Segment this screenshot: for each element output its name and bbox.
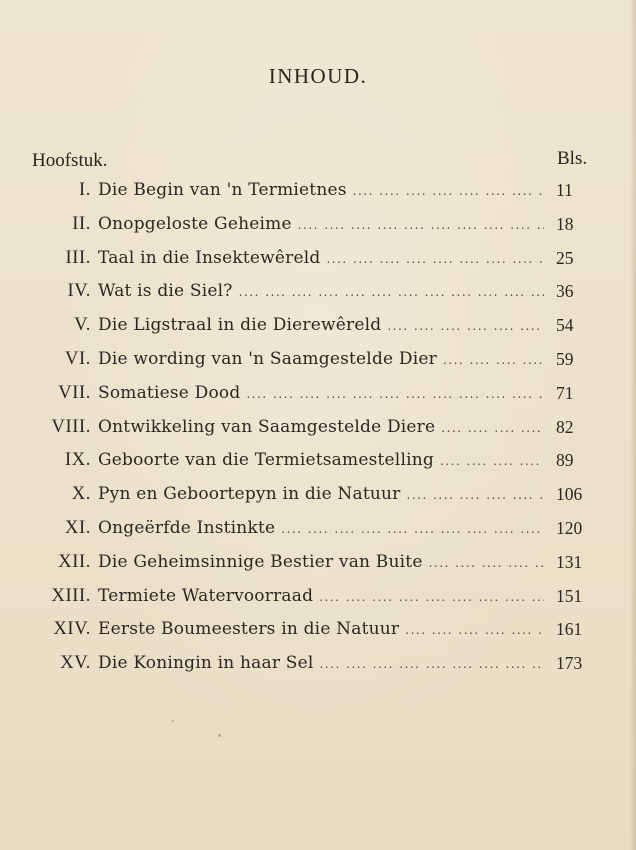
toc-entry bbox=[0, 518, 636, 552]
page-number: 18 bbox=[556, 213, 574, 234]
page-number: 151 bbox=[556, 585, 583, 606]
dot-leader bbox=[405, 623, 544, 637]
dot-leader bbox=[281, 522, 544, 536]
chapter-title-line bbox=[98, 619, 548, 639]
page-column-header: Bls. bbox=[557, 148, 588, 169]
page-title: INHOUD. bbox=[268, 64, 368, 88]
chapter-title: Eerste Boumeesters in die Natuur bbox=[98, 619, 400, 640]
toc-entry bbox=[0, 619, 636, 653]
toc-entry bbox=[0, 484, 636, 518]
chapter-title-line bbox=[98, 383, 548, 403]
chapter-title: Termiete Watervoorraad bbox=[98, 585, 314, 606]
toc-entry bbox=[0, 248, 636, 282]
chapter-numeral: X. bbox=[71, 484, 91, 505]
dot-leader bbox=[326, 252, 544, 266]
dot-leader bbox=[319, 590, 544, 604]
chapter-title: Geboorte van die Termietsamestelling bbox=[98, 450, 434, 471]
page-number: 173 bbox=[556, 653, 583, 674]
page-number: 131 bbox=[556, 551, 583, 572]
chapter-column-header: Hoofstuk. bbox=[32, 150, 108, 171]
chapter-title: Die Geheimsinnige Bestier van Buite bbox=[98, 551, 423, 572]
chapter-numeral: XV. bbox=[60, 653, 91, 674]
chapter-numeral: XII. bbox=[58, 551, 91, 572]
toc-entry bbox=[0, 180, 636, 214]
dot-leader bbox=[443, 353, 544, 367]
chapter-title-line bbox=[98, 248, 548, 268]
page-number: 54 bbox=[556, 315, 574, 336]
chapter-title-line bbox=[98, 214, 548, 234]
chapter-numeral: IV. bbox=[67, 281, 91, 302]
chapter-numeral: XIII. bbox=[51, 585, 91, 606]
chapter-title: Ongeërfde Instinkte bbox=[98, 517, 276, 538]
chapter-numeral: III. bbox=[65, 247, 91, 268]
toc-entry bbox=[0, 417, 636, 451]
chapter-title: Onopgeloste Geheime bbox=[98, 213, 292, 234]
table-of-contents bbox=[0, 180, 636, 687]
dot-leader bbox=[387, 319, 544, 333]
dot-leader bbox=[239, 285, 544, 299]
chapter-title-line bbox=[98, 484, 548, 504]
chapter-title: Die Koningin in haar Sel bbox=[98, 653, 314, 674]
dot-leader bbox=[429, 556, 544, 570]
chapter-numeral: V. bbox=[74, 315, 91, 336]
chapter-title: Somatiese Dood bbox=[98, 382, 241, 403]
chapter-title-line bbox=[98, 315, 548, 335]
chapter-title: Die Ligstraal in die Dierewêreld bbox=[98, 315, 382, 336]
chapter-numeral: II. bbox=[72, 213, 91, 234]
chapter-numeral: IX. bbox=[65, 450, 91, 471]
chapter-title: Die Begin van 'n Termietnes bbox=[98, 180, 347, 200]
dot-leader bbox=[298, 218, 544, 232]
chapter-numeral: XIV. bbox=[53, 619, 91, 640]
chapter-title-line bbox=[98, 450, 548, 470]
chapter-title-line bbox=[98, 552, 548, 572]
toc-entry bbox=[0, 349, 636, 383]
chapter-numeral: XI. bbox=[65, 517, 91, 538]
dot-leader bbox=[407, 488, 545, 502]
page-number: 82 bbox=[556, 416, 574, 437]
toc-entry bbox=[0, 315, 636, 349]
chapter-title-line bbox=[98, 349, 548, 369]
toc-entry bbox=[0, 383, 636, 417]
toc-entry bbox=[0, 450, 636, 484]
toc-entry bbox=[0, 214, 636, 248]
chapter-title-line bbox=[98, 586, 548, 606]
paper-speck bbox=[218, 734, 221, 737]
page-number: 89 bbox=[556, 450, 574, 471]
chapter-title: Taal in die Insektewêreld bbox=[98, 247, 321, 268]
dot-leader bbox=[441, 421, 544, 435]
dot-leader bbox=[440, 454, 544, 468]
page-number: 25 bbox=[556, 247, 574, 268]
dot-leader bbox=[320, 657, 545, 671]
toc-entry bbox=[0, 586, 636, 620]
chapter-numeral: VII. bbox=[58, 382, 91, 403]
page-number: 120 bbox=[556, 517, 583, 538]
page-number: 59 bbox=[556, 348, 574, 369]
toc-entry bbox=[0, 552, 636, 586]
chapter-title: Ontwikkeling van Saamgestelde Diere bbox=[98, 416, 436, 437]
chapter-title: Die wording van 'n Saamgestelde Dier bbox=[98, 348, 437, 369]
chapter-numeral: I. bbox=[79, 180, 91, 200]
chapter-title-line bbox=[98, 417, 548, 437]
chapter-title: Pyn en Geboortepyn in die Natuur bbox=[98, 484, 401, 505]
paper-speck bbox=[172, 720, 174, 722]
dot-leader bbox=[353, 184, 544, 198]
page-number: 106 bbox=[556, 484, 583, 505]
dot-leader bbox=[246, 387, 544, 401]
page-number: 71 bbox=[556, 382, 574, 403]
chapter-title: Wat is die Siel? bbox=[98, 281, 233, 302]
page-number: 36 bbox=[556, 281, 574, 302]
page-number: 11 bbox=[556, 180, 573, 200]
page-number: 161 bbox=[556, 619, 583, 640]
chapter-title-line bbox=[98, 180, 548, 200]
chapter-title-line bbox=[98, 518, 548, 538]
chapter-title-line bbox=[98, 653, 548, 673]
chapter-title-line bbox=[98, 281, 548, 301]
chapter-numeral: VI. bbox=[65, 348, 91, 369]
toc-entry bbox=[0, 653, 636, 687]
toc-entry bbox=[0, 281, 636, 315]
chapter-numeral: VIII. bbox=[51, 416, 91, 437]
